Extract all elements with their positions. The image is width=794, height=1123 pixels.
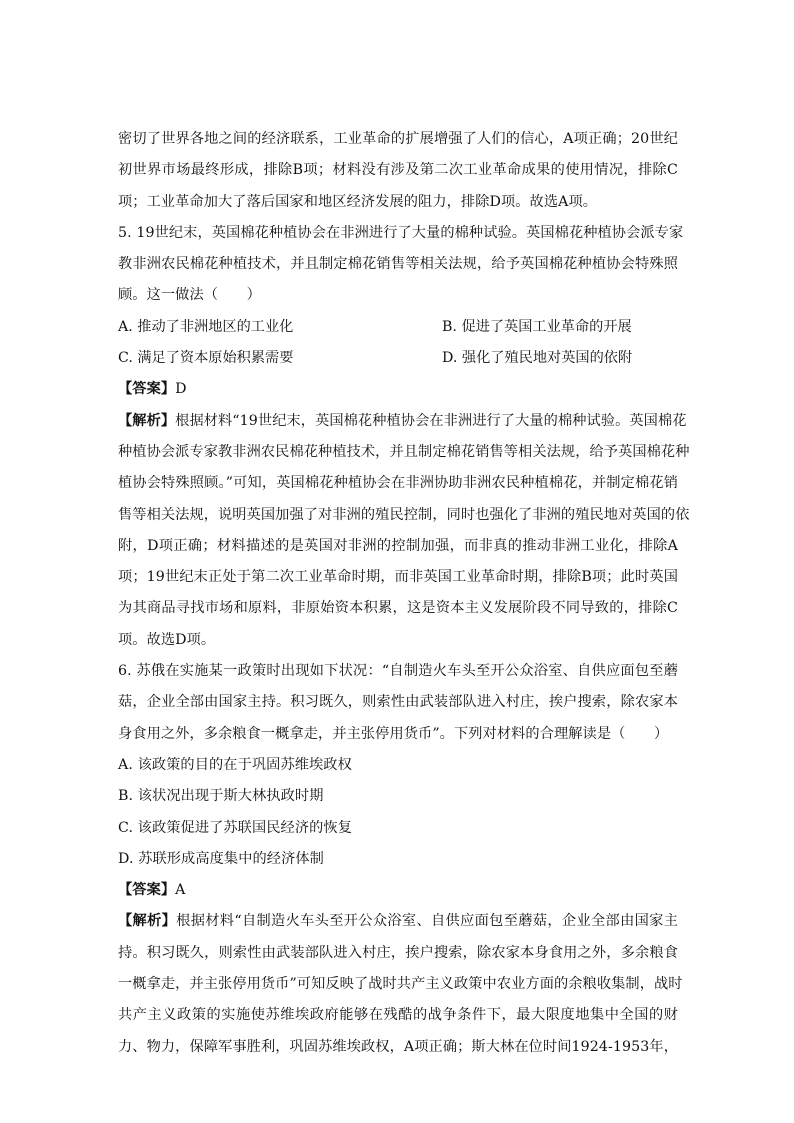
answer-label: 【答案】: [118, 381, 176, 398]
question-5: [118, 218, 690, 656]
document-page: [118, 124, 690, 1063]
analysis-label: 【解析】: [118, 412, 176, 429]
text-line: 项；工业革命加大了落后国家和地区经济发展的阻力，排除D项。故选A项。: [118, 193, 598, 210]
question-stem-line: 菇，企业全部由国家主持。积习既久，则索性由武装部队进入村庄，挨户搜索，除农家本: [118, 694, 678, 711]
option-c: C. 满足了资本原始积累需要: [118, 350, 294, 367]
analysis-line: 售等相关法规，说明英国加强了对非洲的殖民控制，同时也强化了非洲的殖民地对英国的依: [118, 506, 690, 523]
analysis-line: [118, 906, 678, 937]
analysis-line: 种植协会派专家教非洲农民棉花种植技术，并且制定棉花销售等相关法规，给予英国棉花种: [118, 443, 690, 460]
analysis-label: 【解析】: [118, 913, 177, 930]
analysis-line: [118, 406, 687, 437]
option-a: A. 该政策的目的在于巩固苏维埃政权: [118, 756, 352, 773]
analysis-line: 持。积习既久，则索性由武装部队进入村庄，挨户搜索，除农家本身食用之外，多余粮食: [118, 944, 678, 961]
question-6: [118, 656, 683, 1063]
analysis-line: 为其商品寻找市场和原料，非原始资本积累，这是资本主义发展阶段不同导致的，排除C: [118, 600, 678, 617]
option-b: B. 促进了英国工业革命的开展: [442, 318, 632, 335]
option-d: D. 苏联形成高度集中的经济体制: [118, 850, 324, 867]
analysis-line: 植协会特殊照顾。”可知，英国棉花种植协会在非洲协助非洲农民种植棉花，并制定棉花销: [118, 475, 678, 492]
analysis-line: 力、物力，保障军事胜利，巩固苏维埃政权，A项正确；斯大林在位时间1924-1953年，: [118, 1038, 678, 1055]
analysis-line: 项；19世纪末正处于第二次工业革命时期，而非英国工业革命时期，排除B项；此时英国: [118, 569, 678, 586]
question-stem-line: 顾。这一做法（ ）: [118, 287, 261, 304]
answer-label: 【答案】: [118, 882, 176, 899]
analysis-text: 根据材料“自制造火车头至开公众浴室、自供应面包至蘑菇，企业全部由国家主: [176, 913, 678, 930]
option-a: A. 推动了非洲地区的工业化: [118, 318, 294, 335]
text-line: 密切了世界各地之间的经济联系，工业革命的扩展增强了人们的信心，A项正确；20世纪: [118, 131, 678, 147]
question-stem-line: 6. 苏俄在实施某一政策时出现如下状况：“自制造火车头至开公众浴室、自供应面包至蘑: [118, 663, 678, 680]
answer-value: D: [175, 381, 187, 398]
option-d: D. 强化了殖民地对英国的依附: [442, 350, 633, 367]
question-stem-line: 5. 19世纪末，英国棉花种植协会在非洲进行了大量的棉种试验。英国棉花种植协会派专家: [118, 224, 684, 241]
analysis-text: 根据材料“19世纪末，英国棉花种植协会在非洲进行了大量的棉种试验。英国棉花: [175, 412, 687, 429]
answer-line: [118, 374, 678, 405]
question-stem-line: 身食用之外，多余粮食一概拿走，并主张停用货币”。下列对材料的合理解读是（ ）: [118, 725, 669, 742]
question-stem-line: 教非洲农民棉花种植技术，并且制定棉花销售等相关法规，给予英国棉花种植协会特殊照: [118, 256, 678, 273]
analysis-line: 项。故选D项。: [118, 631, 216, 648]
analysis-line: 共产主义政策的实施使苏维埃政府能够在残酷的战争条件下，最大限度地集中全国的财: [118, 1007, 678, 1024]
analysis-line: 附，D项正确；材料描述的是英国对非洲的控制加强，而非真的推动非洲工业化，排除A: [118, 537, 678, 554]
answer-value: A: [175, 882, 186, 899]
answer-line: [118, 875, 678, 906]
options-row: [118, 343, 678, 374]
analysis-line: 一概拿走，并主张停用货币”可知反映了战时共产主义政策中农业方面的余粮收集制，战时: [118, 976, 683, 993]
text-line: 初世界市场最终形成，排除B项；材料没有涉及第二次工业革命成果的使用情况，排除C: [118, 162, 678, 179]
previous-analysis-continuation: [118, 124, 678, 218]
option-b: B. 该状况出现于斯大林执政时期: [118, 788, 324, 805]
option-c: C. 该政策促进了苏联国民经济的恢复: [118, 819, 352, 836]
options-row: [118, 312, 678, 343]
